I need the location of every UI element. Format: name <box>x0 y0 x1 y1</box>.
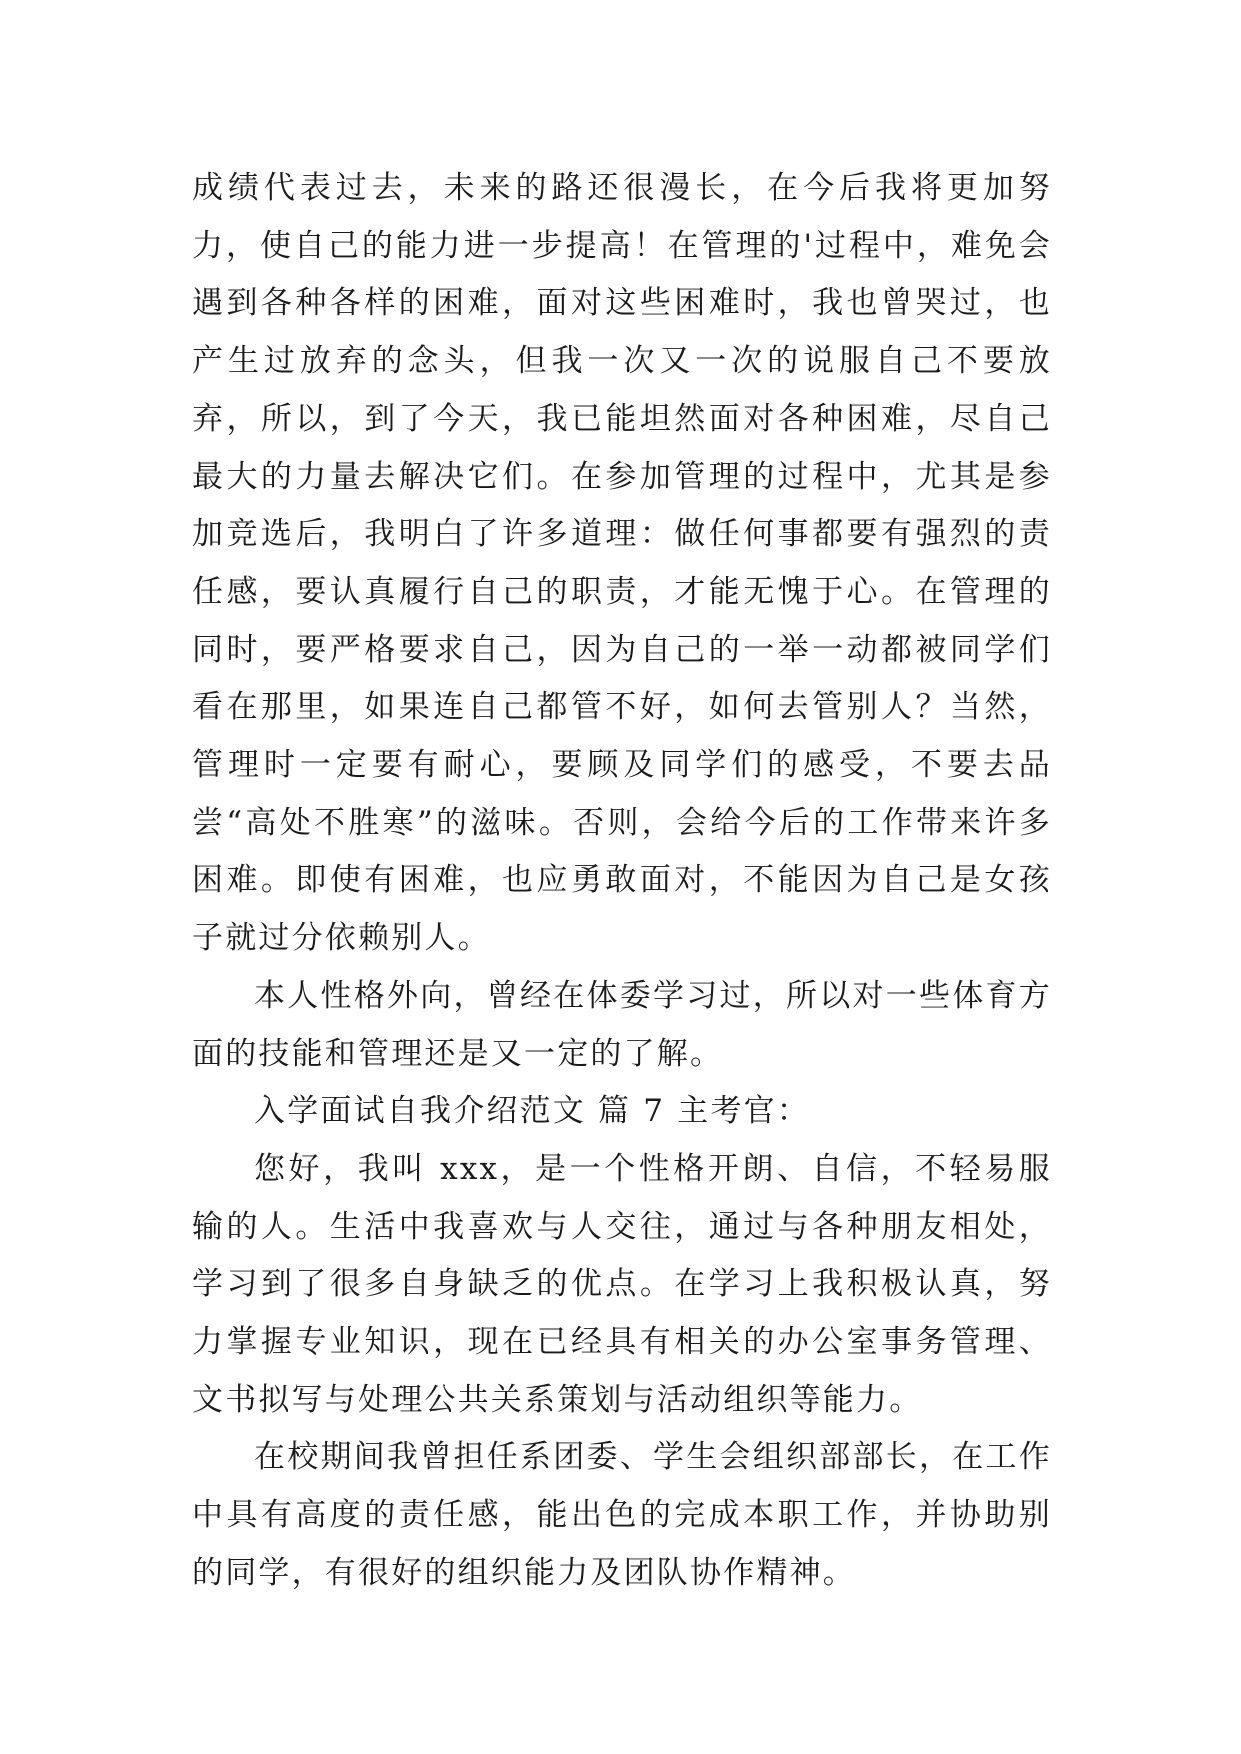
section-heading: 入学面试自我介绍范文 篇 7 主考官： <box>254 1093 811 1130</box>
paragraph-continued: 成绩代表过去，未来的路还很漫长，在今后我将更加努力，使自己的能力进一步提高！在管理的'过程中，难免会遇到各种各样的困难，面对这些困难时，我也曾哭过，也产生过放弃的念头，但我一次又一次的说服自己不要放弃，所以，到了今天，我已能坦然面对各种困难，尽自己最大的力量去解决它们。在参加管理的过程中，尤其是参加竞选后，我明白了许多道理：做任何事都要有强烈的责任感，要认真履行自己的职责，才能无愧于心。在管理的同时，要严格要求自己，因为自己的一举一动都被同学们看在那里，如果连自己都管不好，如何去管别人？当然，管理时一定要有耐心，要顾及同学们的感受，不要去品尝“高处不胜寒”的滋味。否则，会给今后的工作带来许多困难。即使有困难，也应勇敢面对，不能因为自己是女孩子就过分依赖别人。 <box>192 170 1052 957</box>
paragraph-greeting: 您好，我叫 xxx，是一个性格开朗、自信，不轻易服输的人。生活中我喜欢与人交往，通过与各种朋友相处，学习到了很多自身缺乏的优点。在学习上我积极认真，努力掌握专业知识，现在已经具有相关的办公室事务管理、文书拟写与处理公共关系策划与活动组织等能力。 <box>192 1150 1052 1418</box>
paragraph-personality: 本人性格外向，曾经在体委学习过，所以对一些体育方面的技能和管理还是又一定的了解。 <box>192 977 1052 1072</box>
document-body <box>192 160 1052 1603</box>
paragraph-school-role: 在校期间我曾担任系团委、学生会组织部部长，在工作中具有高度的责任感，能出色的完成本职工作，并协助别的同学，有很好的组织能力及团队协作精神。 <box>192 1439 1052 1591</box>
